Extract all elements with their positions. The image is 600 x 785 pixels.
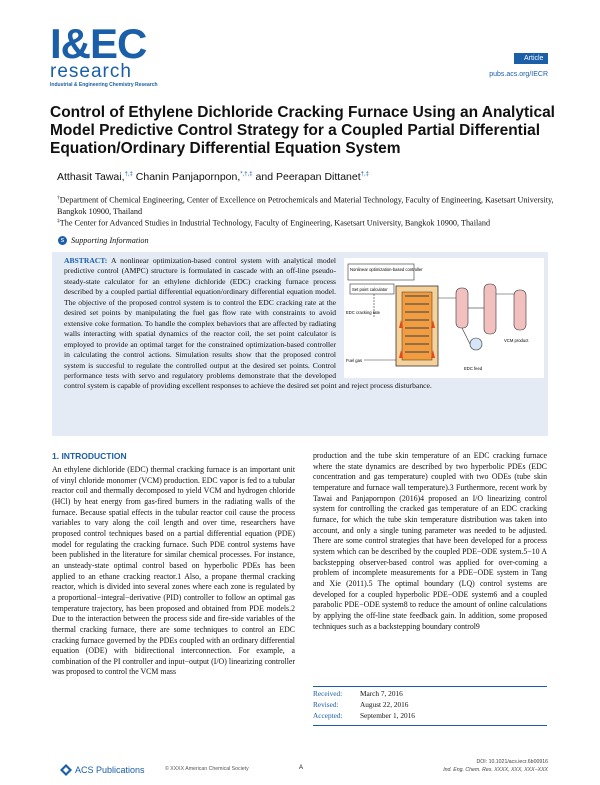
body-paragraph: An ethylene dichloride (EDC) thermal cracking furnace is an important unit of vinyl chloride monomer (VCM) production. EDC vapor is fed to a tubular reactor coil and thermally decomposed to yield VCM and hydrogen chloride (HCl) by heat energy from gas-fired burners in the radiating walls of the furnace. Because spatial effects in the tubular reactor coil cause the process variables to vary along the coil length and over time, researchers have proposed control techniques based on a partial differential equation (PDE) model for regulating the cracking furnace. Such PDE control systems have been published in the literature for similar chemical processes. For instance, an unsteady-state optimal control based on hyperbolic PDEs has been applied to an ethane cracking reactor.1 Also, a propane thermal cracking reactor, which is divided into several zones where each zone is regulated by a proportional−integral−derivative (PID) controller to follow an optimal gas temperature trajectory, has been proposed and obtained from PDE models.2 Due to the interaction between the process side and fire-side variables of the thermal cracking furnace, there are some techniques to control an EDC cracking furnace governed by the PDEs coupled with an ordinary differential equation (ODE) with bidirectional interconnection. For example, a combination of the PI controller and input−output (I/O) linearizing controller was proposed to control the VCM mass [52, 465, 295, 677]
journal-url-link[interactable]: pubs.acs.org/IECR [489, 71, 548, 78]
article-type-badge: Article [514, 53, 548, 64]
acs-logo-icon [60, 764, 72, 776]
journal-logo-subtitle: research [50, 61, 132, 82]
journal-logo-tagline: Industrial & Engineering Chemistry Research [50, 82, 158, 88]
edc-rate-label: EDC cracking rate [346, 310, 380, 315]
supporting-info-link[interactable] [58, 236, 149, 245]
heat-exchanger [470, 338, 482, 350]
product-label: VCM product [504, 338, 529, 343]
history-value: March 7, 2016 [360, 689, 403, 698]
history-revised [313, 700, 408, 710]
author-marks: †,‡ [360, 171, 369, 178]
author-marks: †,‡ [124, 171, 133, 178]
affiliation-text: Department of Chemical Engineering, Center of Excellence on Petrochemicals and Material Technology, Faculty of Engineering, Kasetsart University, Bangkok 10900, Thailand [57, 195, 554, 216]
author-name[interactable]: and Peerapan Dittanet [255, 171, 361, 183]
section-heading-introduction: 1. INTRODUCTION [52, 451, 127, 461]
page-number: A [299, 765, 304, 771]
history-rule-top [313, 686, 547, 687]
supporting-info-label: Supporting Information [71, 236, 149, 245]
affiliation-text: The Center for Advanced Studies in Industrial Technology, Faculty of Engineering, Kasetsart University, Bangkok 10900, Thailand [59, 218, 491, 228]
feed-label: EDC feed [464, 366, 483, 371]
abstract-label: ABSTRACT: [64, 256, 108, 265]
history-accepted [313, 711, 415, 721]
body-paragraph: production and the tube skin temperature of an EDC cracking furnace where the state dynamics are described by two hyperbolic PDEs (EDC concentration and gas temperature) coupled with two ODEs (tube skin temperature and furnace wall temperature).3 Furthermore, recent work by Tawai and Panjapornpon (2016)4 proposed an I/O linearizing control system for controlling the cracked gas temperature of an EDC cracking furnace, for which the tube skin temperature distribution was taken into account, and only a single tuning parameter was needed to be adjusted. There are some control strategies that have been developed for a process system which can be described by the coupled PDE−ODE system.5−10 A backstepping observer-based control was applied for over-coming a problem of incomplete measurements for a PDE−ODE system in Tang and Xie (2011).5 The optimal boundary (LQ) control systems are developed for a coupled hyperbolic PDE−ODE system6 and a coupled parabolic PDE−ODE system8 to reduce the amount of online calculations by applying the off-line state feedback gain. In addition, some proposed techniques such as a backstepping boundary control9 [313, 451, 547, 631]
supporting-info-icon: s [58, 236, 67, 245]
citation: Ind. Eng. Chem. Res. XXXX, XXX, XXX−XXX [443, 766, 548, 773]
author-name[interactable]: Atthasit Tawai, [57, 171, 125, 183]
history-key: Revised: [313, 700, 339, 709]
history-value: September 1, 2016 [360, 711, 415, 720]
paper-title: Control of Ethylene Dichloride Cracking Furnace Using an Analytical Model Predictive Control Strategy for a Coupled Partial Differential Equation/Ordinary Differential Equation System [50, 104, 555, 157]
history-rule-bottom [313, 725, 547, 726]
body-column-left [52, 465, 295, 678]
toc-graphic [344, 258, 544, 378]
history-value: August 22, 2016 [360, 700, 409, 709]
publisher-name: ACS Publications [75, 765, 145, 775]
doi-link[interactable]: DOI: 10.1021/acs.iecr.6b00916 [476, 759, 548, 765]
abstract-text: A nonlinear optimization-based control system with analytical model predictive control (AMPC) structure is formulated in cascade with an off-line pseudo-steady-state calculator for an ethylene dichloride (EDC) cracking furnace process described by a coupled partial differential equation/ordinary differential equation model. The objective of the proposed control system is to control the EDC cracking rate at the desired set points by manipulating the fuel gas flow rate with constraints to avoid extensive coke formation. To handle the complex behaviors that are affected by radiating walls interacting with spatial dynamics of the reactor coil, the set point calculator is employed to provide an optimal target for the constrained optimization-based controller in calculating the control actions. Simulation results show that the proposed control system is succesful to regulate the controlled output at the desired set points. Control performance tests with servo and regulatory problems demonstrate that the developed control system is capable of providing excellent responses to achieve the desired set point and reject process disturbance. [64, 256, 432, 391]
affiliation [57, 193, 557, 217]
history-key: Accepted: [313, 711, 343, 720]
affiliation [57, 216, 557, 229]
separation-column [484, 284, 496, 334]
product-column [514, 290, 526, 330]
affiliation-mark: † [57, 195, 60, 201]
controller-label: Nonlinear optimization-based controller [350, 267, 423, 272]
furnace-radiant-zone [402, 292, 432, 360]
journal-logo: I&EC [50, 20, 147, 67]
author-name[interactable]: Chanin Panjapornpon, [135, 171, 241, 183]
copyright: © XXXX American Chemical Society [165, 766, 249, 772]
publisher-logo[interactable] [60, 764, 145, 776]
author-list [57, 171, 369, 183]
body-column-right [313, 451, 547, 632]
history-key: Received: [313, 689, 343, 698]
quench-column [456, 288, 468, 328]
calculator-label: Set point calculator [352, 287, 388, 292]
doi-citation [443, 759, 548, 774]
history-received [313, 689, 403, 699]
author-marks: *,†,‡ [240, 171, 253, 178]
affiliation-mark: ‡ [57, 218, 60, 224]
fuel-gas-label: Fuel gas [346, 358, 363, 363]
